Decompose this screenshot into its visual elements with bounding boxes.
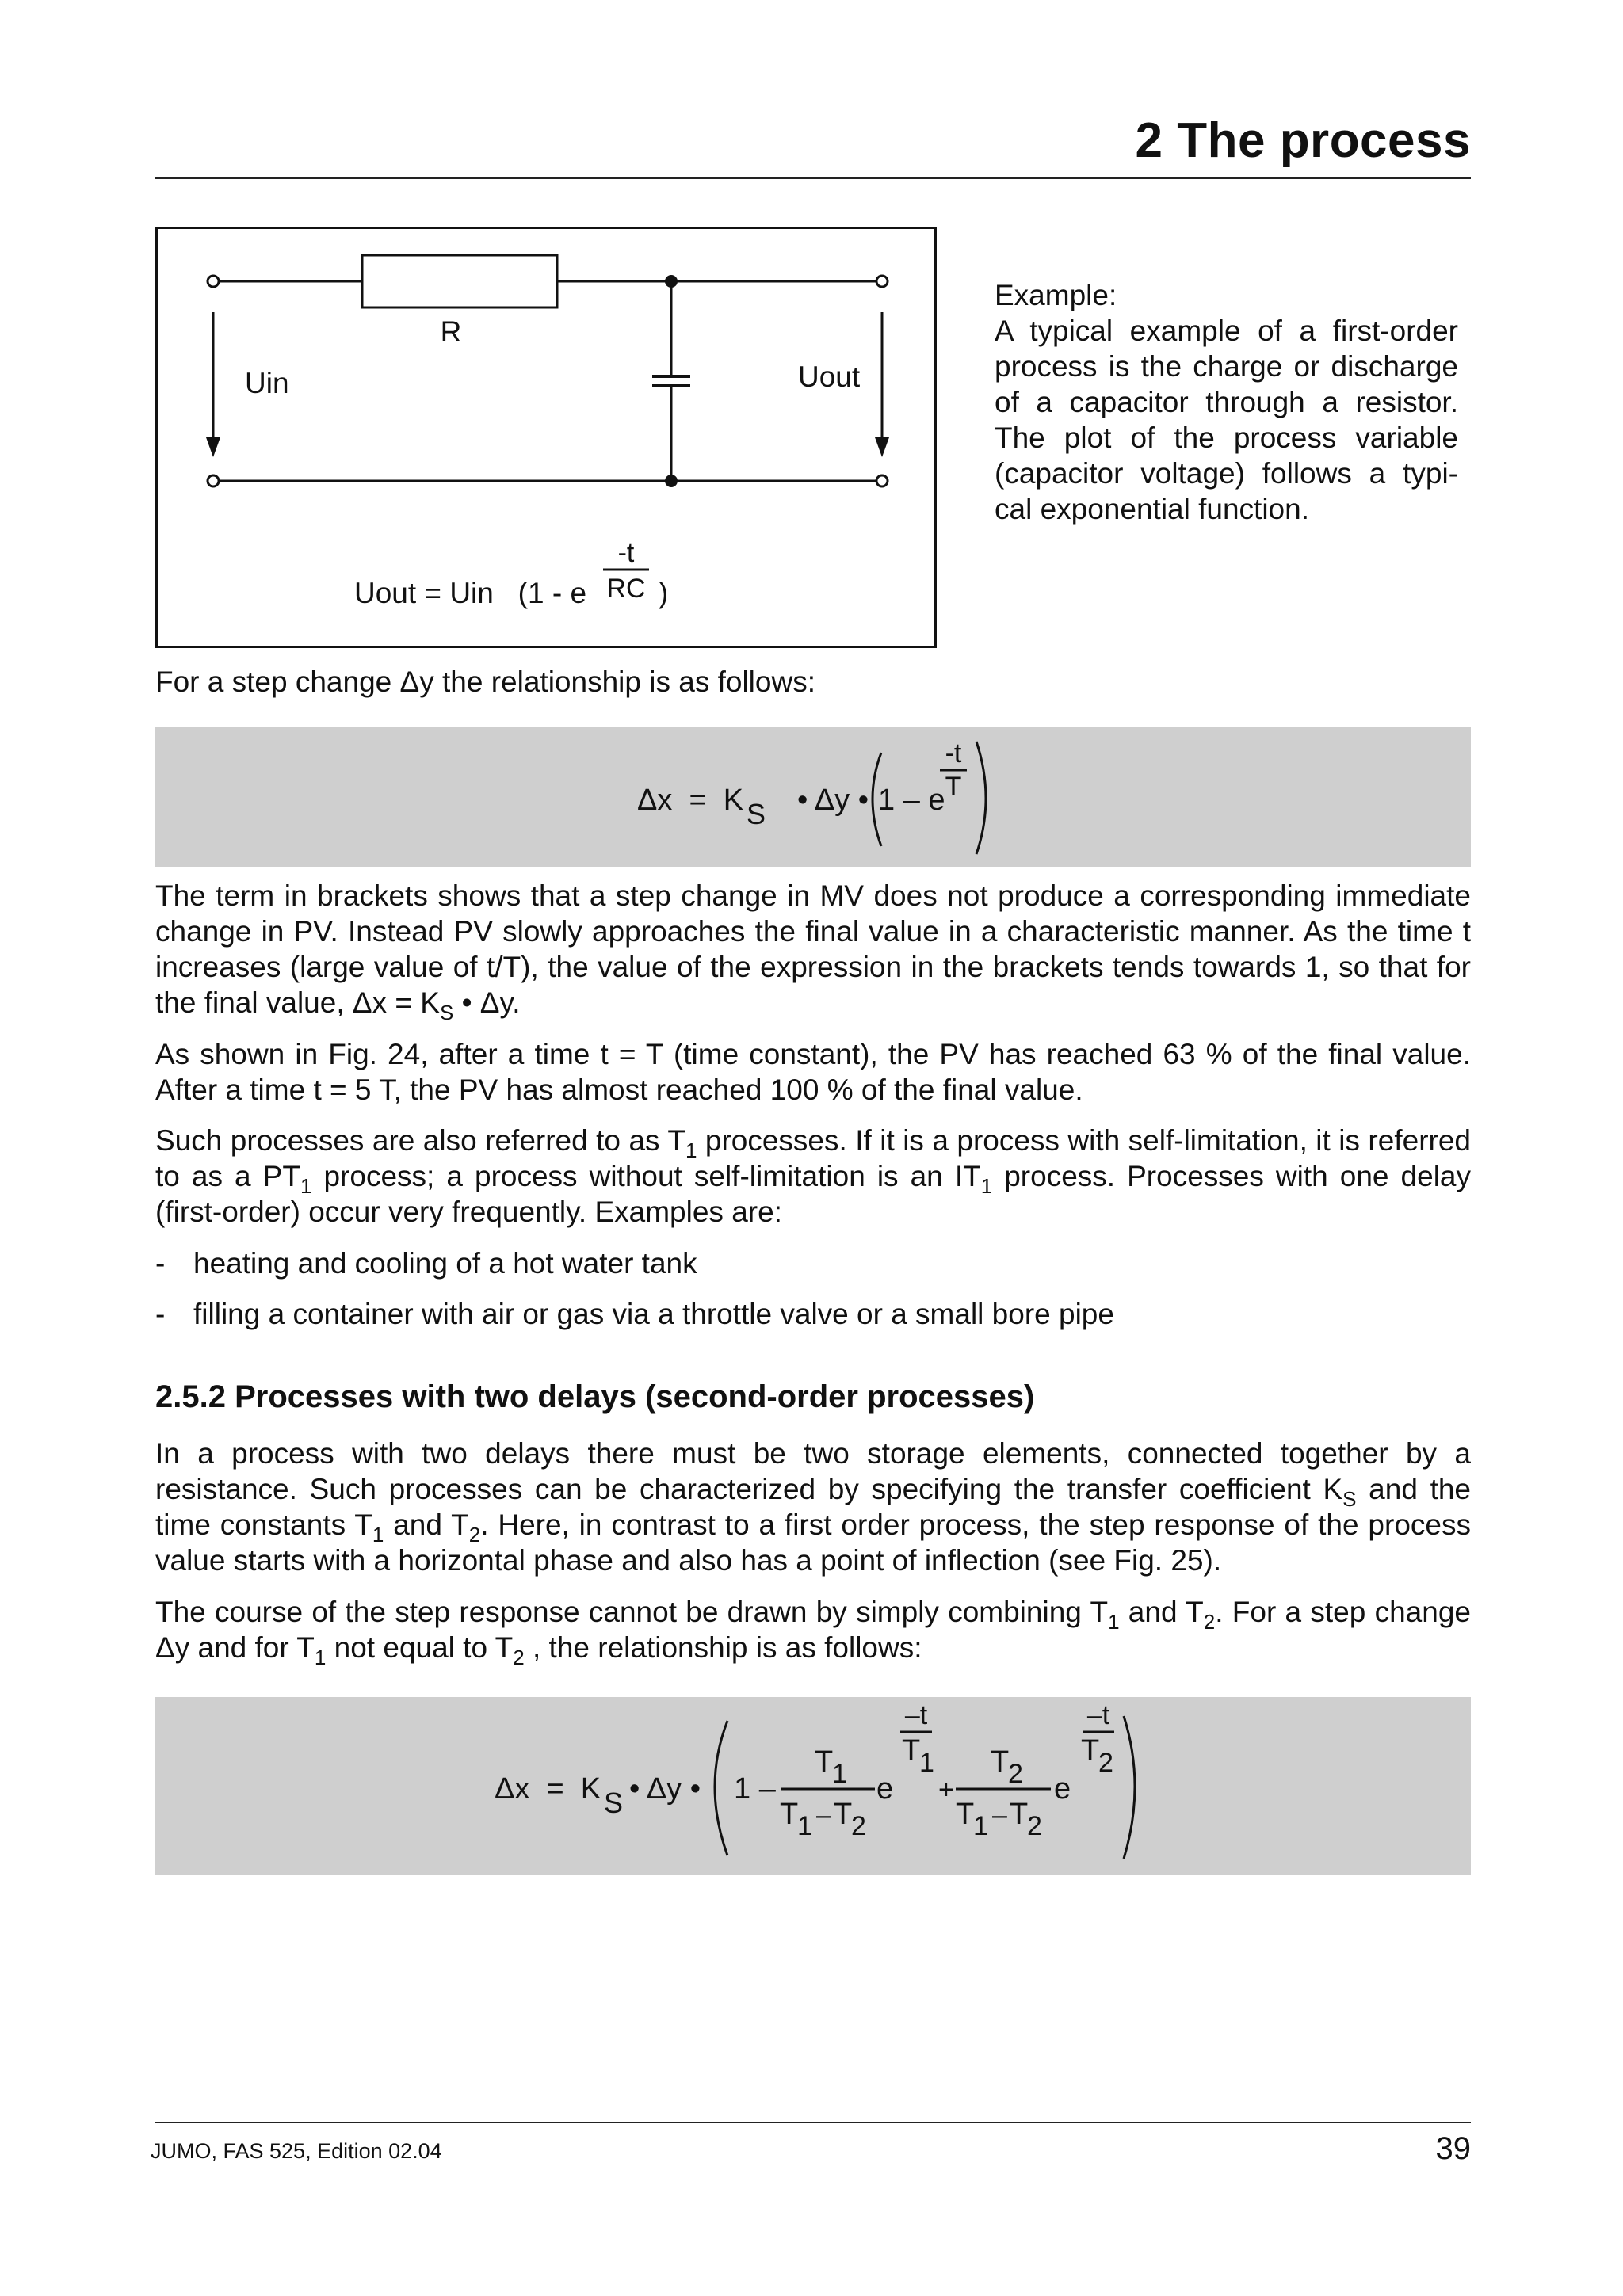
uout-label: Uout (798, 360, 861, 393)
f2-frac1-num: T (815, 1745, 834, 1779)
example-line: (capacitor voltage) follows a typi- (995, 457, 1458, 490)
uout-arrow (875, 437, 889, 457)
paragraph-two-delays (155, 1436, 1471, 1578)
f2-frac2-den-sub1: 1 (973, 1811, 988, 1841)
f2-e1: e (876, 1772, 894, 1806)
f2-one-minus: 1 – (734, 1772, 776, 1806)
f2-frac2-den-t2: T (1010, 1798, 1029, 1831)
formula-first-order (155, 727, 1471, 867)
resistor-symbol (362, 255, 557, 307)
f2-exp1-den-sub: 1 (919, 1748, 934, 1778)
f1-exp-num: -t (945, 738, 962, 769)
p5-d: not equal to T (326, 1631, 514, 1664)
f2-frac1-den-sub2: 2 (851, 1811, 866, 1841)
paragraph-time-constant: As shown in Fig. 24, after a time t = T (time constant), the PV has reached 63 % of the final value. After a time t = 5 T, the PV has almost reached 100 % of the final value. (155, 1038, 1471, 1106)
f2-exp2-den: T (1081, 1734, 1100, 1768)
f2-mid: • Δy • (629, 1772, 701, 1806)
f2-left-paren (715, 1721, 727, 1855)
uin-arrow (206, 437, 220, 457)
f2-exp1-num: –t (904, 1700, 928, 1730)
f2-frac2-minus: – (992, 1800, 1007, 1830)
f2-frac1-den-sub1: 1 (797, 1811, 812, 1841)
p4-sub2: 2 (468, 1523, 481, 1547)
f2-frac1-den-t1: T (780, 1798, 799, 1831)
chapter-title: 2 The process (1135, 113, 1471, 168)
resistor-label: R (440, 315, 462, 348)
list-item-text: heating and cooling of a hot water tank (193, 1247, 697, 1280)
f1-mid: • Δy • (797, 784, 869, 817)
example-line: of a capacitor through a resistor. (995, 386, 1458, 418)
f2-plus: + (938, 1775, 954, 1805)
p1-sub: S (439, 1001, 454, 1024)
uin-label: Uin (245, 367, 289, 399)
f2-frac2-num-sub: 2 (1008, 1759, 1023, 1789)
p3-sub3: 1 (980, 1174, 993, 1198)
equation-close: ) (659, 577, 669, 609)
equation-exp-denominator: RC (606, 574, 646, 604)
f2-frac2-den-sub2: 2 (1027, 1811, 1042, 1841)
footer-rule (155, 2122, 1471, 2123)
footer-edition: JUMO, FAS 525, Edition 02.04 (151, 2139, 442, 2163)
list-item-text: filling a container with air or gas via a throttle valve or a small bore pipe (193, 1298, 1114, 1330)
p5-sub4: 2 (513, 1646, 525, 1669)
p4-sub1: 1 (372, 1523, 384, 1547)
terminal-in-bottom (208, 475, 219, 486)
p5-sub1: 1 (1108, 1610, 1120, 1634)
p1-end: • Δy. (453, 986, 521, 1019)
f2-frac1-num-sub: 1 (832, 1759, 847, 1789)
p4-a: In a process with two delays there must be two storage elements, connected together by a resistance. Such processes can be characterized by specifying the transfer coefficient K (155, 1437, 1471, 1505)
p4-c: and T (384, 1508, 469, 1541)
formula-second-order (155, 1697, 1471, 1875)
f2-e2: e (1054, 1772, 1071, 1806)
p4-b: and the time constants T (155, 1473, 1472, 1541)
paragraph-step-response (155, 1594, 1471, 1669)
page-number: 39 (1435, 2131, 1471, 2166)
equation-main: Uout = Uin (1 - e (354, 577, 587, 609)
f1-bracket: 1 – e (878, 784, 945, 817)
example-line: process is the charge or discharge (995, 350, 1458, 383)
terminal-in-top (208, 276, 219, 287)
f2-exp1-den: T (902, 1734, 921, 1768)
terminal-out-top (876, 276, 888, 287)
p3-d: process. Processes with one delay (first-order) occur very frequently. Examples are: (155, 1160, 1471, 1228)
p5-a: The course of the step response cannot be drawn by simply combining T (155, 1596, 1109, 1628)
paragraph-brackets (155, 878, 1471, 1024)
f2-exp2-den-sub: 2 (1098, 1748, 1113, 1778)
f1-right-paren (976, 742, 986, 854)
p3-sub1: 1 (685, 1138, 697, 1162)
circuit-diagram (155, 227, 937, 648)
p4-sub0: S (1342, 1487, 1357, 1511)
p5-sub3: 1 (314, 1646, 327, 1669)
f2-frac1-den-t2: T (834, 1798, 853, 1831)
p3-c: process; a process without self-limitation is an IT (311, 1160, 981, 1192)
p5-b: and T (1119, 1596, 1204, 1628)
equation-exp-numerator: -t (617, 538, 635, 568)
f2-frac1-minus: – (816, 1800, 831, 1830)
step-intro: For a step change Δy the relationship is as follows: (155, 666, 815, 698)
f2-lhs: Δx = K (495, 1772, 601, 1806)
formula-first-order-svg (155, 727, 1471, 867)
p3-b: processes. If it is a process with self-limitation, it is referred to as a PT (155, 1124, 1471, 1192)
section-heading: 2.5.2 Processes with two delays (second-order processes) (155, 1379, 1035, 1414)
f1-sub: S (747, 798, 766, 830)
formula-second-order-svg (155, 1697, 1471, 1875)
rc-circuit-svg (158, 229, 934, 646)
p4-d: . Here, in contrast to a first order process, the step response of the process value starts with a horizontal phase and also has a point of inflection (see Fig. 25). (155, 1508, 1471, 1577)
example-text (995, 277, 1458, 527)
p3-sub2: 1 (300, 1174, 312, 1198)
f2-frac2-num: T (991, 1745, 1010, 1779)
f2-exp2-num: –t (1086, 1700, 1110, 1730)
f1-exp-den: T (945, 772, 962, 802)
f2-sub: S (604, 1787, 624, 1819)
p5-e: , the relationship is as follows: (524, 1631, 922, 1664)
example-line: cal exponential function. (995, 493, 1309, 525)
terminal-out-bottom (876, 475, 888, 486)
paragraph-t1-processes (155, 1123, 1471, 1230)
p5-c: . For a step change Δy and for T (155, 1596, 1471, 1664)
p3-a: Such processes are also referred to as T (155, 1124, 685, 1157)
f2-frac2-den-t1: T (956, 1798, 975, 1831)
f1-lhs: Δx = K (637, 784, 744, 817)
example-heading: Example: (995, 279, 1117, 311)
f2-right-paren (1124, 1716, 1135, 1859)
example-line: The plot of the process variable (995, 421, 1458, 454)
example-line: A typical example of a first-order (995, 315, 1458, 347)
p5-sub2: 2 (1203, 1610, 1216, 1634)
header-rule (155, 177, 1471, 179)
p1-text: The term in brackets shows that a step change in MV does not produce a corresponding immediate change in PV. Instead PV slowly approaches the final value in a characteristic manner. As the time t increases (large value of t/T), the value of the expression in the brackets tends towards 1, so that for the final value, Δx = K (155, 879, 1471, 1019)
